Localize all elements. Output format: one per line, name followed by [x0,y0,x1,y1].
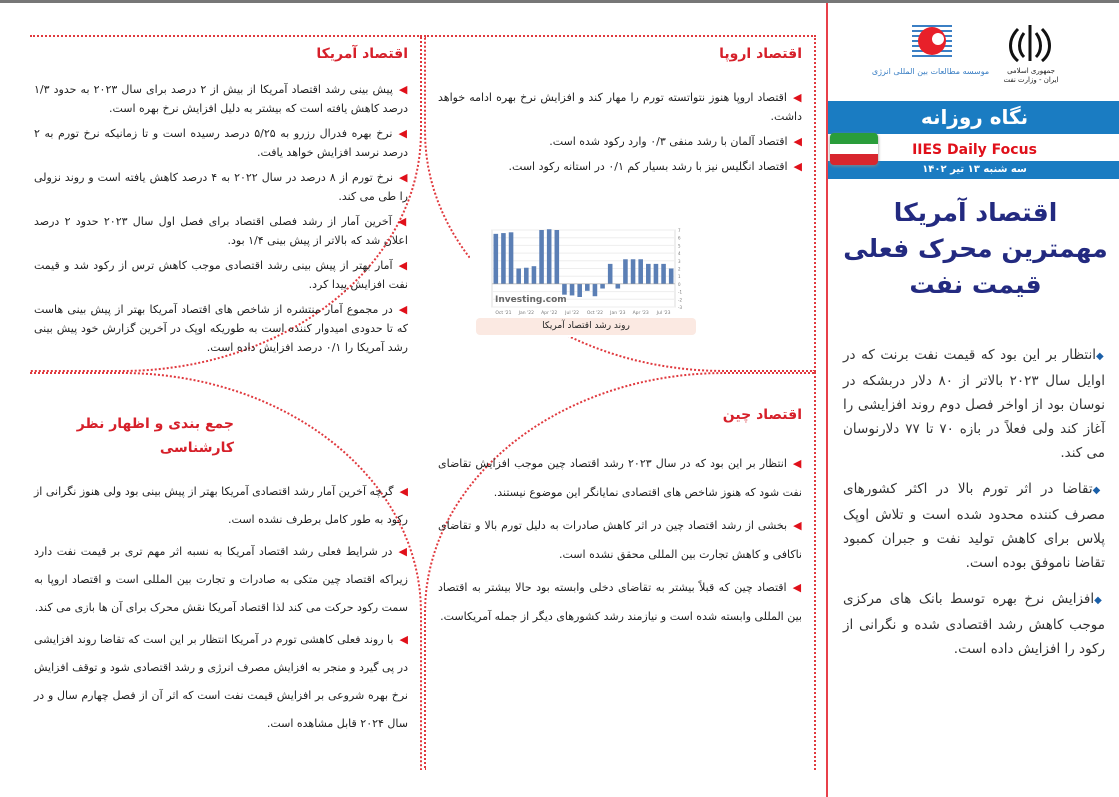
bar [623,259,628,284]
list-item: ◀نرخ بهره فدرال رزرو به ۵/۲۵ درصد رسیده است و تا زمانیکه نرخ تورم به ۲ درصد نرسد افزایش خواهد یافت. [34,127,408,159]
bullet-arrow-icon: ◀ [793,160,802,173]
bar [524,268,529,284]
chart-svg [470,222,695,317]
bar [600,284,605,289]
china-economy-section [424,372,816,770]
list-item: ◀اقتصاد چین که قبلاً بیشتر به تقاضای دخلی وابسته بود حالا بیشتر به اقتصاد بین المللی وابسته شده است و نیازمند رشد کشورهای دیگر از جمله آمریکاست. [438,581,803,623]
bar [661,264,666,284]
bar [631,259,636,284]
x-tick-label: Oct '21 [495,311,512,316]
section-title: اقتصاد اروپا [719,46,802,62]
bar [638,259,643,284]
x-tick-label: Jul '22 [565,311,579,316]
list-item: ◀آخرین آمار از رشد فصلی اقتصاد برای فصل اول سال ۲۰۲۳ حدود ۲ درصد اعلان شد که بالاتر از پیش بینی ۱/۴ بود. [34,215,409,247]
list-item: ◀در شرایط فعلی رشد اقتصاد آمریکا به نسبه اثر مهم تری بر قیمت نفت دارد زیراکه اقتصاد چین متکی به صادرات و تجارت بین المللی است و اقتصاد اروپا به سمت رکود حرکت می کند لذا اقتصاد آمریکا نقش محرک برای آن ها بازی می کند. [34,545,408,614]
ministry-name: جمهوری اسلامی ایران - وزارت نفت [1003,67,1059,84]
sidebar [826,3,1119,797]
bullet-arrow-icon: ◀ [793,519,803,532]
list-item: ◀انتظار بر این بود که در سال ۲۰۲۳ رشد اقتصاد چین موجب افزایش تقاضای نفت شود که هنوز شاخص های اقتصادی نمایانگر این موضوع نیستند. [438,457,802,499]
sidebar-paragraph: ◆انتظار بر این بود که قیمت نفت برنت که در اوایل سال ۲۰۲۳ بالاتر از ۸۰ دلار دربشکه در نوسان بود از اواخر فصل دوم روند افزایشی را آغاز کند ولی فعلاً در بازه ۷۰ تا ۷۷ دلارنوسان می کند. [843,347,1106,461]
iies-logo [912,25,952,57]
sidebar-paragraph: ◆تقاضا در اثر تورم بالا در اکثر کشورهای مصرف کننده محدود شده است و تلاش اوپک پلاس برای کاهش تولید نفت و جبران کمبود تقاضا ناموفق بوده است. [843,481,1105,571]
bar [539,230,544,284]
x-tick-label: Oct '22 [586,311,604,316]
bar [555,230,560,284]
list-item: ◀بخشی از رشد اقتصاد چین در اثر کاهش صادرات به دلیل تورم بالا و تقاضای ناکافی و کاهش تجارت بین المللی محقق نشده است. [438,519,803,561]
iran-emblem [1011,25,1050,61]
us-growth-chart [470,222,695,337]
bar [608,264,613,284]
bar [616,284,621,289]
bar [570,284,575,296]
headline: اقتصاد آمریکا مهمترین محرک فعلی قیمت نفت [843,198,1108,299]
bullet-arrow-icon: ◀ [399,485,408,498]
bullet-arrow-icon: ◀ [399,171,408,184]
y-tick-label: 1 [678,274,681,280]
bar [516,269,521,284]
chart-caption: روند رشد اقتصاد آمریکا [476,318,696,335]
bar [547,229,552,284]
list-item: ◀پیش بینی رشد اقتصاد آمریکا از بیش از ۲ درصد برای سال ۲۰۲۳ به حدود ۱/۳ درصد کاهش یافته است که بیشتر به دلیل افزایش نرخ بهره است. [34,83,409,115]
org-name: موسسه مطالعات بین المللی انرژی [871,67,990,76]
list-item: ◀در مجموع آمار منتشره از شاخص های اقتصاد آمریکا بهتر از پیش بینی هاست که تا حدودی امیدوار کننده است به طوریکه اوپک در آخرین گزارش خود پیش بینی رشد آمریکا را ۰/۱ درصد افزایش داده است. [34,303,408,354]
bullet-arrow-icon: ◀ [398,545,408,558]
bullet-arrow-icon: ◀ [792,581,803,594]
us-economy-section [30,35,422,372]
y-tick-label: 5 [678,243,681,249]
list-item: ◀اقتصاد آلمان با رشد منفی ۰/۳ وارد رکود شده است. [549,135,802,148]
logos-svg [828,21,1119,67]
y-tick-label: -2 [678,297,682,303]
x-tick-label: Apr '23 [632,311,649,316]
bar [494,234,499,284]
list-item: ◀نرخ تورم از ۸ درصد در سال ۲۰۲۲ به ۴ درصد کاهش یافته است و روند نزولی را طی می کند. [34,171,408,203]
summary-section [30,372,422,770]
section-title: اقتصاد چین [722,407,802,423]
bar [654,264,659,284]
bullet-arrow-icon: ◀ [792,457,802,470]
bullet-arrow-icon: ◀ [792,91,802,104]
watermark: Investing.com [495,295,567,305]
y-tick-label: 7 [678,228,681,233]
y-tick-label: 3 [678,258,681,264]
bullet-arrow-icon: ◀ [398,127,408,140]
list-item: ◀با روند فعلی کاهشی تورم در آمریکا انتظار بر این است که تقاضا روند افزایشی در پی گیرد و منجر به افزایش مصرف انرژی و رشد اقتصادی شود و توقف افزایش نرخ بهره شروعی بر افزایش قیمت نفت است که اثر آن از فصل چهارم سال و در سال ۲۰۲۴ قابل مشاهده است. [34,633,408,730]
bar [509,232,514,284]
bullet-icon: ◆ [1095,351,1105,362]
bullet-arrow-icon: ◀ [793,135,802,148]
x-tick-label: Jan '23 [610,311,626,316]
logos [828,21,1119,97]
x-tick-label: Jul '23 [656,311,671,316]
list-item: ◀اقتصاد انگلیس نیز با رشد بسیار کم ۰/۱ در استانه رکود است. [508,160,802,173]
sidebar-paragraph: ◆افزایش نرخ بهره توسط بانک های مرکزی موجب کاهش رشد اقتصادی شده و نگرانی از رکود را افزایش داده است. [843,591,1105,657]
section-title: جمع بندی و اظهار نظر کارشناسی [76,416,234,456]
section-title: اقتصاد آمریکا [316,46,408,62]
bar [562,284,567,295]
y-tick-label: -3 [678,305,682,310]
y-tick-label: 4 [678,251,681,257]
bar [585,284,590,291]
bullet-icon: ◆ [1092,485,1105,496]
x-tick-label: Jan '22 [518,311,534,316]
bar [669,269,674,284]
list-item: ◀گرچه آخرین آمار رشد اقتصادی آمریکا بهتر از پیش بینی بود ولی هنوز نگرانی از رکود به طور کامل برطرف نشده است. [34,485,408,526]
bar [646,264,651,284]
y-tick-label: 6 [678,235,681,241]
bullet-arrow-icon: ◀ [398,303,408,316]
issue-date: سه شنبه ۱۳ تیر ۱۴۰۲ [828,161,1119,179]
bar [532,266,537,284]
list-item: ◀اقتصاد اروپا هنوز نتواتسته تورم را مهار کند و افزایش نرخ بهره ادامه خواهد داشت. [438,91,802,123]
bullet-icon: ◆ [1094,595,1105,606]
bar [577,284,582,297]
sidebar-content [838,195,1113,673]
bullet-arrow-icon: ◀ [398,259,409,272]
list-item: ◀آمار بهتر از پیش بینی رشد اقتصادی موجب کاهش ترس از رکود شد و قیمت نفت افزایش پیدا کرد. [34,259,409,291]
title-fa: نگاه روزانه [828,101,1119,134]
bullet-arrow-icon: ◀ [397,215,409,228]
title-en: IIES Daily Focus [828,139,1119,161]
bar [501,233,506,284]
iran-flag-icon [830,133,878,165]
y-tick-label: -1 [678,289,682,295]
y-tick-label: 2 [678,266,681,272]
x-tick-label: Apr '22 [541,311,558,316]
bullet-arrow-icon: ◀ [399,633,408,646]
bullet-arrow-icon: ◀ [398,83,409,96]
bar [593,284,598,296]
y-tick-label: 0 [678,281,681,287]
